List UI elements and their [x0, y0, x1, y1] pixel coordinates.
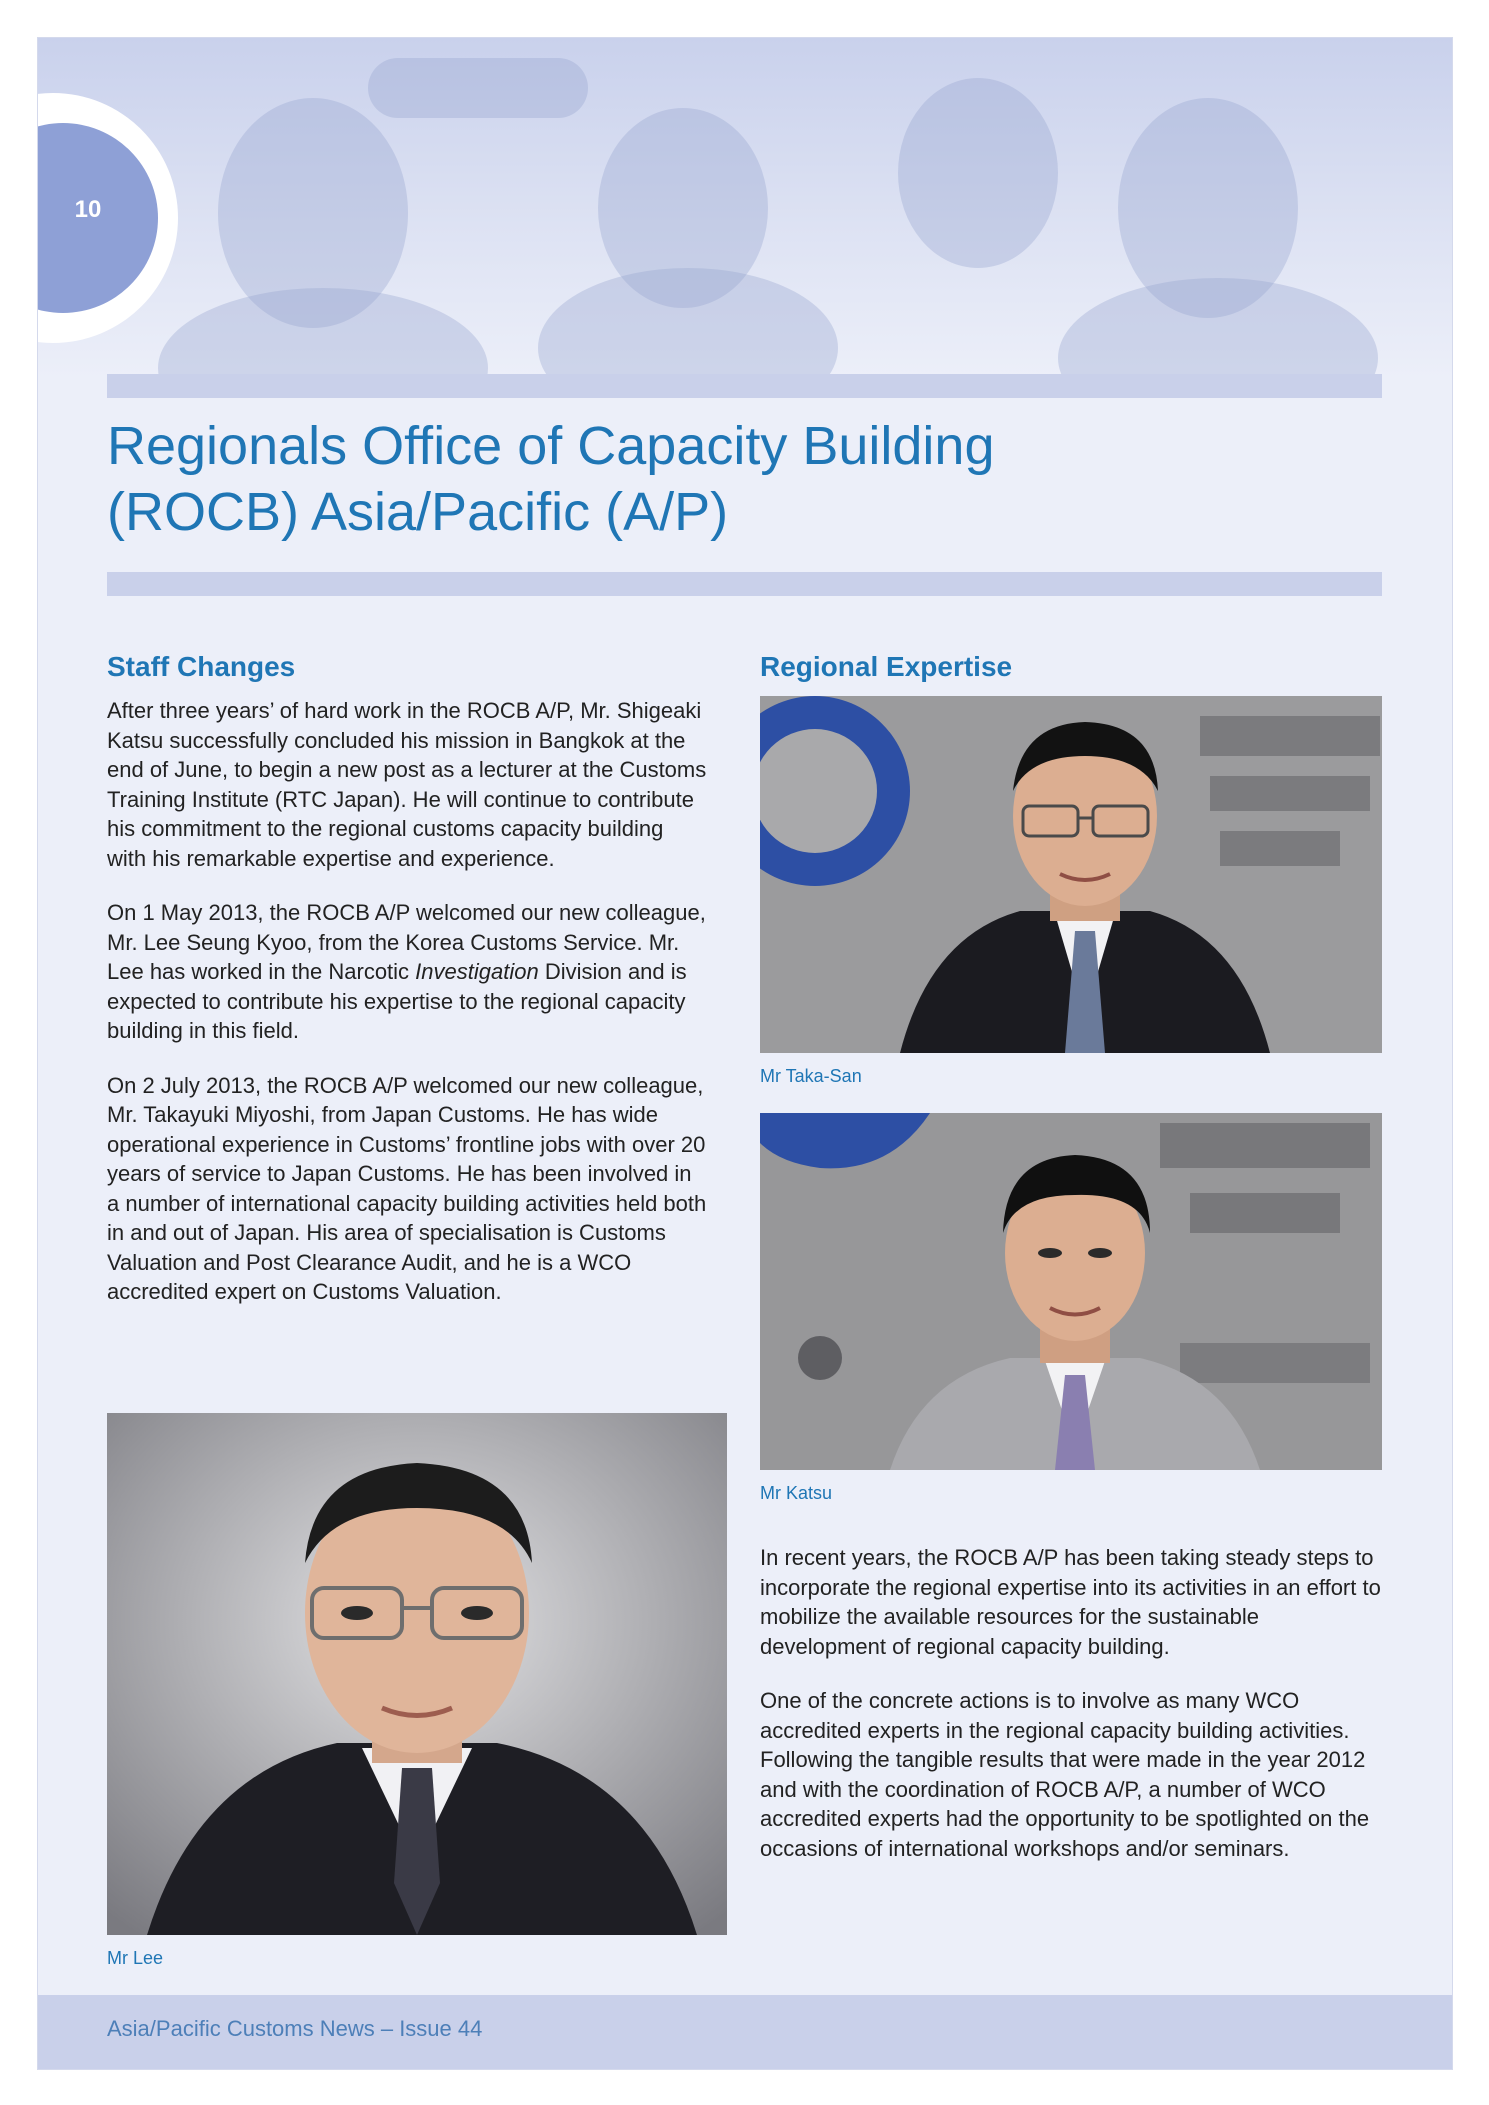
title-line-1: Regionals Office of Capacity Building — [107, 416, 995, 476]
staff-changes-heading: Staff Changes — [107, 651, 296, 682]
regional-expertise-text — [760, 1543, 1385, 1888]
staff-changes-paragraph-2 — [107, 898, 707, 1046]
regional-expertise-heading: Regional Expertise — [760, 651, 1013, 682]
photo-mr-lee — [107, 1413, 727, 1935]
header-background-photo — [38, 38, 1452, 378]
page — [37, 37, 1453, 2070]
page-title — [107, 413, 1387, 545]
paragraph-2-text-b: Division and is expected to contribute his expertise to the regional capacity building in this field. — [107, 959, 687, 1043]
staff-changes-paragraph-1: After three years’ of hard work in the ROCB A/P, Mr. Shigeaki Katsu successfully concluded his mission in Bangkok at the end of June, to begin a new post as a lecturer at the Customs Training Institute (RTC Japan). He will continue to contribute his commitment to the regional customs capacity building with his remarkable expertise and experience. — [107, 698, 707, 871]
title-line-2: (ROCB) Asia/Pacific (A/P) — [107, 482, 729, 542]
photo-mr-taka-san — [760, 696, 1382, 1053]
paragraph-2-text-a: On 1 May 2013, the ROCB A/P welcomed our new colleague, Mr. Lee Seung Kyoo, from the Korea Customs Service. Mr. Lee has worked in the Narcotic — [107, 900, 706, 984]
regional-expertise-paragraph-2: One of the concrete actions is to involve as many WCO accredited experts in the regional capacity building activities. Following the tangible results that were made in the year 2012 and with the coordination of ROCB A/P, a number of WCO accredited experts had the opportunity to be spotlighted on the occasions of international workshops and/or seminars. — [760, 1688, 1370, 1861]
photo-mr-katsu — [760, 1113, 1382, 1470]
caption-mr-lee: Mr Lee — [107, 1948, 164, 1968]
caption-mr-taka-san: Mr Taka-San — [760, 1066, 862, 1086]
staff-changes-text — [107, 696, 707, 1332]
staff-changes-paragraph-3: On 2 July 2013, the ROCB A/P welcomed our new colleague, Mr. Takayuki Miyoshi, from Japan Customs. He has wide operational experience in Customs’ frontline jobs with over 20 years of service to Japan Customs. He has been involved in a number of international capacity building activities held both in and out of Japan. His area of specialisation is Customs Valuation and Post Clearance Audit, and he is a WCO accredited expert on Customs Valuation. — [107, 1072, 707, 1304]
caption-mr-katsu: Mr Katsu — [760, 1483, 833, 1503]
footer-publication-title: Asia/Pacific Customs News – Issue 44 — [107, 2016, 483, 2041]
title-bottom-rule — [107, 572, 1382, 596]
regional-expertise-paragraph-1: In recent years, the ROCB A/P has been taking steady steps to incorporate the regional expertise into its activities in an effort to mobilize the available resources for the sustainable development of regional capacity building. — [760, 1545, 1381, 1659]
paragraph-2-italic: Investigation — [415, 959, 539, 984]
page-number: 10 — [74, 196, 102, 223]
title-top-rule — [107, 374, 1382, 398]
